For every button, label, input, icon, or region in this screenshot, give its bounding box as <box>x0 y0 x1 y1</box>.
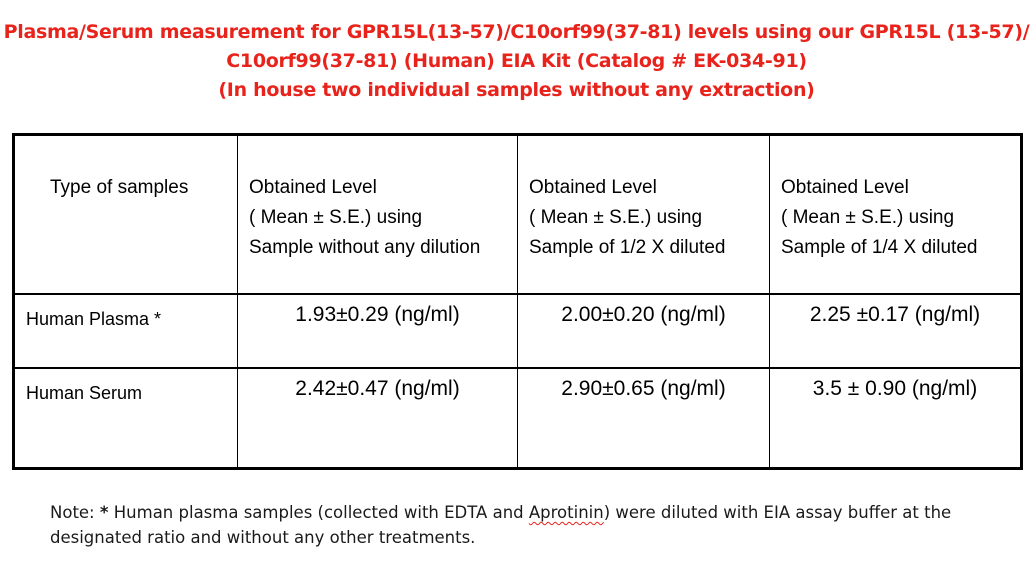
note-text-after: ) were diluted with EIA assay buffer at the designated ratio and without any other treatments. <box>50 503 952 547</box>
page-title <box>0 18 1033 105</box>
row-label: Human Serum <box>26 383 143 403</box>
results-table <box>12 133 1023 470</box>
row-label-cell <box>14 368 238 469</box>
table-row-serum <box>14 368 1022 469</box>
header-cell-undiluted <box>238 135 518 295</box>
value-cell <box>770 294 1022 368</box>
note-text-before: Human plasma samples (collected with EDTA and <box>108 503 529 522</box>
header-cell-type <box>14 135 238 295</box>
value-text: 1.93±0.29 (ng/ml) <box>295 303 460 326</box>
note-prefix: Note: <box>50 503 100 522</box>
note-star: * <box>99 503 109 522</box>
value-cell <box>518 294 770 368</box>
value-text: 2.90±0.65 (ng/ml) <box>561 377 726 400</box>
value-text: 2.00±0.20 (ng/ml) <box>561 303 726 326</box>
footnote <box>50 500 1010 550</box>
title-line-2: C10orf99(37-81) (Human) EIA Kit (Catalog # EK-034-91) <box>226 50 807 72</box>
title-line-1: Plasma/Serum measurement for GPR15L(13-57)/C10orf99(37-81) levels using our GPR15L (13-57)/ <box>3 21 1030 43</box>
value-cell <box>770 368 1022 469</box>
value-cell <box>238 368 518 469</box>
header-text: Sample of 1/4 X diluted <box>781 237 978 258</box>
header-text: Obtained Level <box>529 177 657 198</box>
header-text: Sample of 1/2 X diluted <box>529 237 726 258</box>
header-text: Sample without any dilution <box>249 237 481 258</box>
header-text: Obtained Level <box>249 177 377 198</box>
table-row-plasma <box>14 294 1022 368</box>
header-text: ( Mean ± S.E.) using <box>529 207 703 228</box>
value-text: 2.42±0.47 (ng/ml) <box>295 377 460 400</box>
value-cell <box>238 294 518 368</box>
header-cell-quarter-diluted <box>770 135 1022 295</box>
header-text: Obtained Level <box>781 177 909 198</box>
title-line-3: (In house two individual samples without any extraction) <box>218 79 815 101</box>
row-label-cell <box>14 294 238 368</box>
header-text: Type of samples <box>50 177 189 198</box>
row-label: Human Plasma * <box>26 309 162 329</box>
table-header-row <box>14 135 1022 295</box>
value-text: 3.5 ± 0.90 (ng/ml) <box>812 377 978 400</box>
value-cell <box>518 368 770 469</box>
value-text: 2.25 ±0.17 (ng/ml) <box>809 303 981 326</box>
header-text: ( Mean ± S.E.) using <box>249 207 423 228</box>
header-cell-half-diluted <box>518 135 770 295</box>
spellcheck-flagged-word: Aprotinin <box>528 503 604 522</box>
header-text: ( Mean ± S.E.) using <box>781 207 955 228</box>
